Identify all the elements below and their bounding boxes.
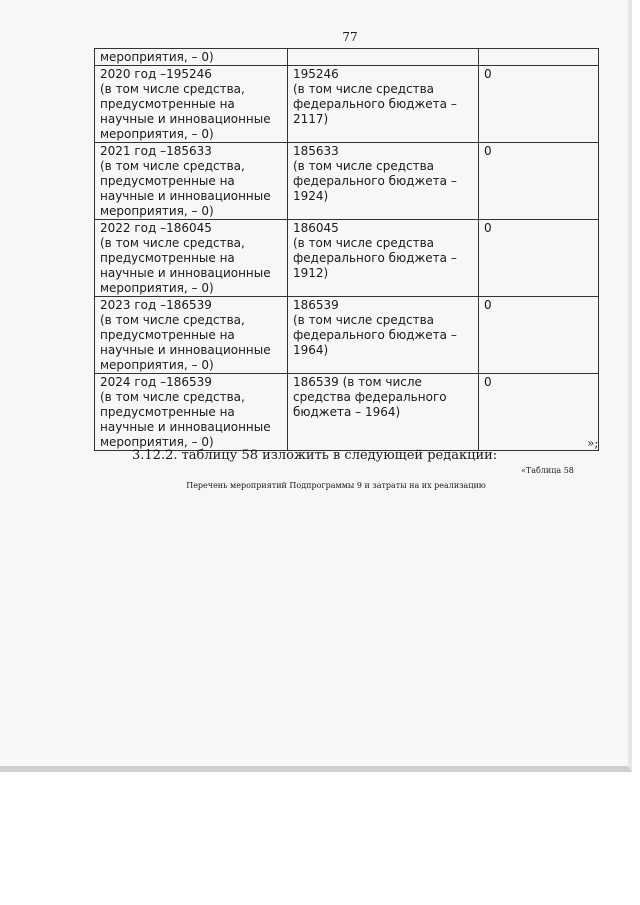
table-cell-other: 0 [479,66,599,143]
cell-text-line: научные и инновационные [100,189,271,203]
cell-text-line: научные и инновационные [100,420,271,434]
cell-text-line: предусмотренные на [100,97,235,111]
table-cell-amount [288,66,479,143]
cell-text-line: научные и инновационные [100,343,271,357]
cell-text-line: федерального бюджета – [293,97,457,111]
table-cell-year-total [95,297,288,374]
table-cell-other: 0 [479,220,599,297]
cell-text-line: научные и инновационные [100,266,271,280]
cell-text-line: федерального бюджета – [293,174,457,188]
table-cell-other: 0 [479,143,599,220]
table-cell-year-total [95,143,288,220]
cell-text-line: 186045 [293,221,339,235]
cell-text-line: (в том числе средства, [100,159,245,173]
cell-text-line: мероприятия, – 0) [100,127,214,141]
table-cell-amount [288,374,479,451]
cell-text-line: 2022 год –186045 [100,221,212,235]
cell-text-line: 186539 (в том числе [293,375,422,389]
cell-text-line: 2024 год –186539 [100,375,212,389]
cell-text-line: предусмотренные на [100,251,235,265]
table-row [95,220,599,297]
cell-text-line: федерального бюджета – [293,251,457,265]
cell-text-line: (в том числе средства, [100,313,245,327]
table-cell-year-total [95,374,288,451]
table-cell-year-total [95,220,288,297]
cell-text-line: (в том числе средства, [100,390,245,404]
cell-text-line: мероприятия, – 0) [100,435,214,449]
cell-text-line: (в том числе средства [293,313,435,327]
cell-text-line: мероприятия, – 0) [100,204,214,218]
table-row [95,66,599,143]
cell-text-line: 2020 год –195246 [100,67,212,81]
table-row [95,374,599,451]
table-label: «Таблица 58 [521,466,574,475]
cell-text-line: 2117) [293,112,329,126]
cell-text-line: 1964) [293,343,329,357]
cell-text-line: мероприятия, – 0) [100,358,214,372]
cell-text-line: (в том числе средства [293,236,435,250]
cell-text-line: бюджета – 1964) [293,405,401,419]
cell-text-line: 185633 [293,144,339,158]
cell-text-line: 1924) [293,189,329,203]
cell-text-line: 1912) [293,266,329,280]
cell-text-line: (в том числе средства [293,82,435,96]
table-cell-amount [288,297,479,374]
table-cell-fragment: мероприятия, – 0) [95,49,288,66]
cell-text-line: научные и инновационные [100,112,271,126]
table-cell-amount [288,220,479,297]
cell-text-line: мероприятия, – 0) [100,281,214,295]
table-cell-year-total [95,66,288,143]
table-cell-empty [288,49,479,66]
page-number: 77 [342,30,358,44]
funding-table [94,48,599,451]
cell-text-line: 2023 год –186539 [100,298,212,312]
table-row-fragment [95,49,599,66]
table-cell-other: 0 [479,374,599,451]
table-caption: Перечень мероприятий Подпрограммы 9 и затраты на их реализацию [186,481,486,490]
cell-text-line: 195246 [293,67,339,81]
cell-text-line: (в том числе средства, [100,236,245,250]
cell-text-line: предусмотренные на [100,405,235,419]
table-cell-empty [479,49,599,66]
cell-text-line: (в том числе средства [293,159,435,173]
cell-text-line: (в том числе средства, [100,82,245,96]
table-cell-other: 0 [479,297,599,374]
table-cell-amount [288,143,479,220]
table-row [95,143,599,220]
instruction-text: 3.12.2. таблицу 58 изложить в следующей редакции: [132,448,498,463]
cell-text-line: предусмотренные на [100,328,235,342]
closing-quote: »; [587,436,599,450]
cell-text-line: средства федерального [293,390,447,404]
table-row [95,297,599,374]
cell-text-line: предусмотренные на [100,174,235,188]
cell-text-line: 186539 [293,298,339,312]
cell-text-line: 2021 год –185633 [100,144,212,158]
cell-text-line: федерального бюджета – [293,328,457,342]
